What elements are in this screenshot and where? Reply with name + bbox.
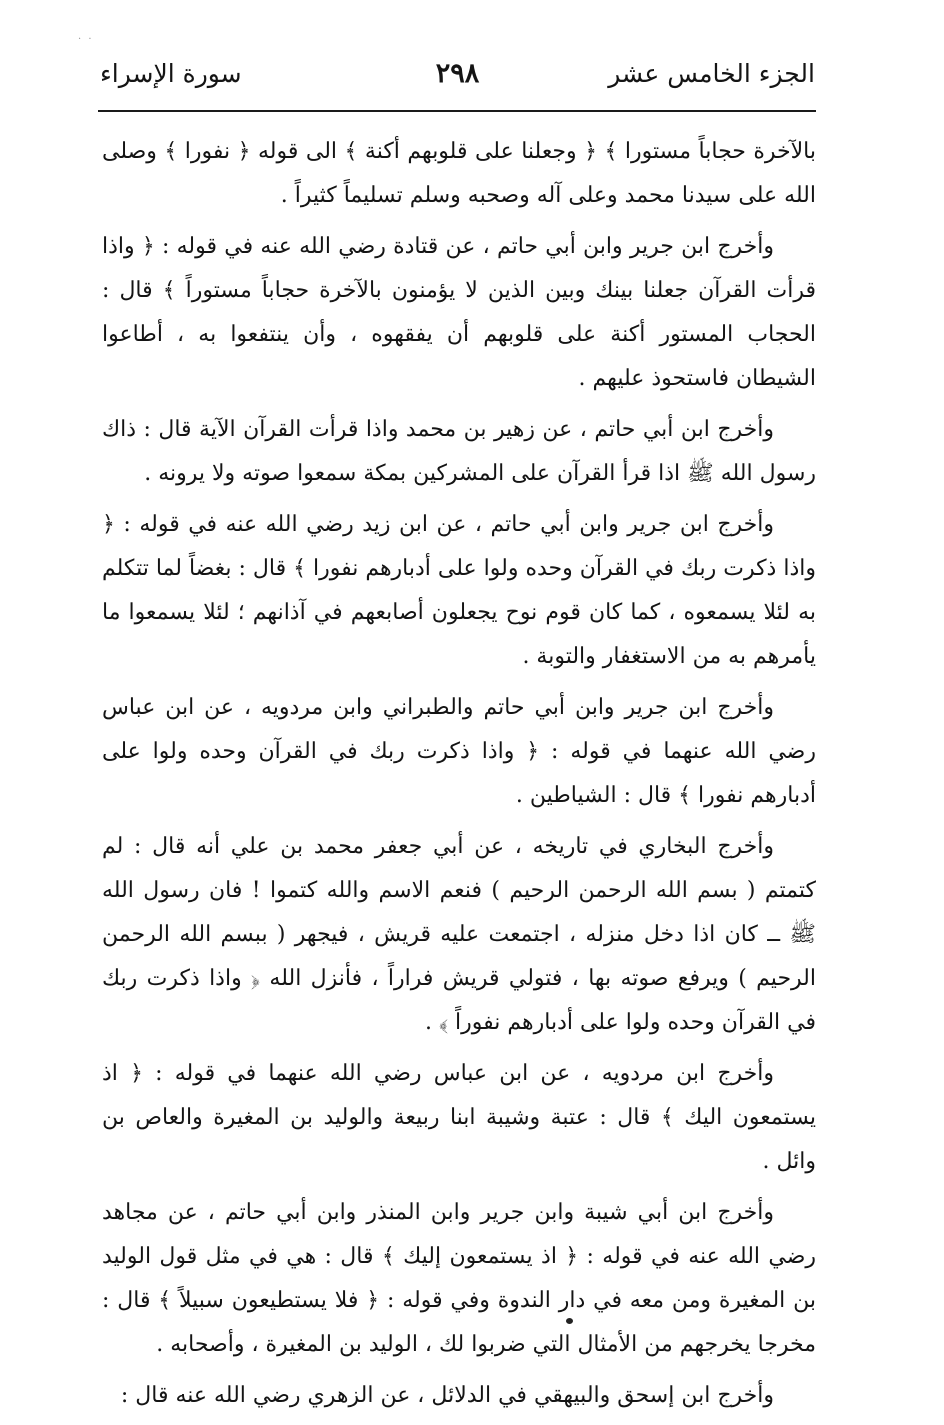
scan-speck <box>566 1318 573 1324</box>
paragraph: وأخرج ابن جرير وابن أبي حاتم ، عن ابن زيد رضي الله عنه في قوله : ﴿ واذا ذكرت ربك في القرآن وحده ولوا على أدبارهم نفورا ﴾ قال : بغضاً لما تتكلم به لئلا يسمعوه ، كما كان قوم نوح يجعلون أصابعهم في آذانهم ؛ لئلا يسمعوا ما يأمرهم به من الاستغفار والتوبة . <box>102 512 816 669</box>
page-number: ٢٩٨ <box>435 58 480 89</box>
main-text <box>102 130 816 1425</box>
paragraph: بالآخرة حجاباً مستورا ﴾ ﴿ وجعلنا على قلوبهم أكنة ﴾ الى قوله ﴿ نفورا ﴾ وصلى الله على سيدنا محمد وعلى آله وصحبه وسلم تسليماً كثيراً . <box>102 139 816 208</box>
header-rule <box>98 110 816 112</box>
part-title: الجزء الخامس عشر <box>608 59 815 88</box>
paragraph: وأخرج ابن جرير وابن أبي حاتم ، عن قتادة رضي الله عنه في قوله : ﴿ واذا قرأت القرآن جعلنا بينك وبين الذين لا يؤمنون بالآخرة حجاباً مستوراً ﴾ قال : الحجاب المستور أكنة على قلوبهم أن يفقهوه ، وأن ينتفعوا به ، أطاعوا الشيطان فاستحوذ عليهم . <box>102 234 816 391</box>
paragraph: وأخرج البخاري في تاريخه ، عن أبي جعفر محمد بن علي أنه قال : لم كتمتم ( بسم الله الرحمن الرحيم ) فنعم الاسم والله كتموا ! فان رسول الله ﷺ ــ كان اذا دخل منزله ، اجتمعت عليه قريش ، فيجهر ( ببسم الله الرحمن الرحيم ) ويرفع صوته بها ، فتولي قريش فراراً ، فأنزل الله ﴿ واذا ذكرت ربك في القرآن وحده ولوا على أدبارهم نفوراً ﴾ . <box>102 834 816 1035</box>
paragraph: وأخرج ابن إسحق والبيهقي في الدلائل ، عن الزهري رضي الله عنه قال : <box>120 1383 774 1408</box>
paragraph: وأخرج ابن أبي شيبة وابن جرير وابن المنذر وابن أبي حاتم ، عن مجاهد رضي الله عنه في قوله : ﴿ اذ يستمعون إليك ﴾ قال : هي في مثل قول الوليد بن المغيرة ومن معه في دار الندوة وفي قوله : ﴿ فلا يستطيعون سبيلاً ﴾ قال : مخرجا يخرجهم من الأمثال التي ضربوا لك ، الوليد بن المغيرة ، وأصحابه . <box>102 1200 816 1357</box>
paragraph: وأخرج ابن جرير وابن أبي حاتم والطبراني وابن مردويه ، عن ابن عباس رضي الله عنهما في قوله : ﴿ واذا ذكرت ربك في القرآن وحده ولوا على أدبارهم نفورا ﴾ قال : الشياطين . <box>102 695 816 808</box>
paragraph: وأخرج ابن أبي حاتم ، عن زهير بن محمد واذا قرأت القرآن الآية قال : ذاك رسول الله ﷺ اذا قرأ القرآن على المشركين بمكة سمعوا صوته ولا يرونه . <box>102 417 816 486</box>
scan-speck: · · <box>78 34 94 45</box>
running-header <box>100 54 815 98</box>
paragraph: وأخرج ابن مردويه ، عن ابن عباس رضي الله عنهما في قوله : ﴿ اذ يستمعون اليك ﴾ قال : عتبة وشيبة ابنا ربيعة والوليد بن المغيرة والعاص بن وائل . <box>102 1061 817 1174</box>
surah-title: سورة الإسراء <box>100 59 242 88</box>
